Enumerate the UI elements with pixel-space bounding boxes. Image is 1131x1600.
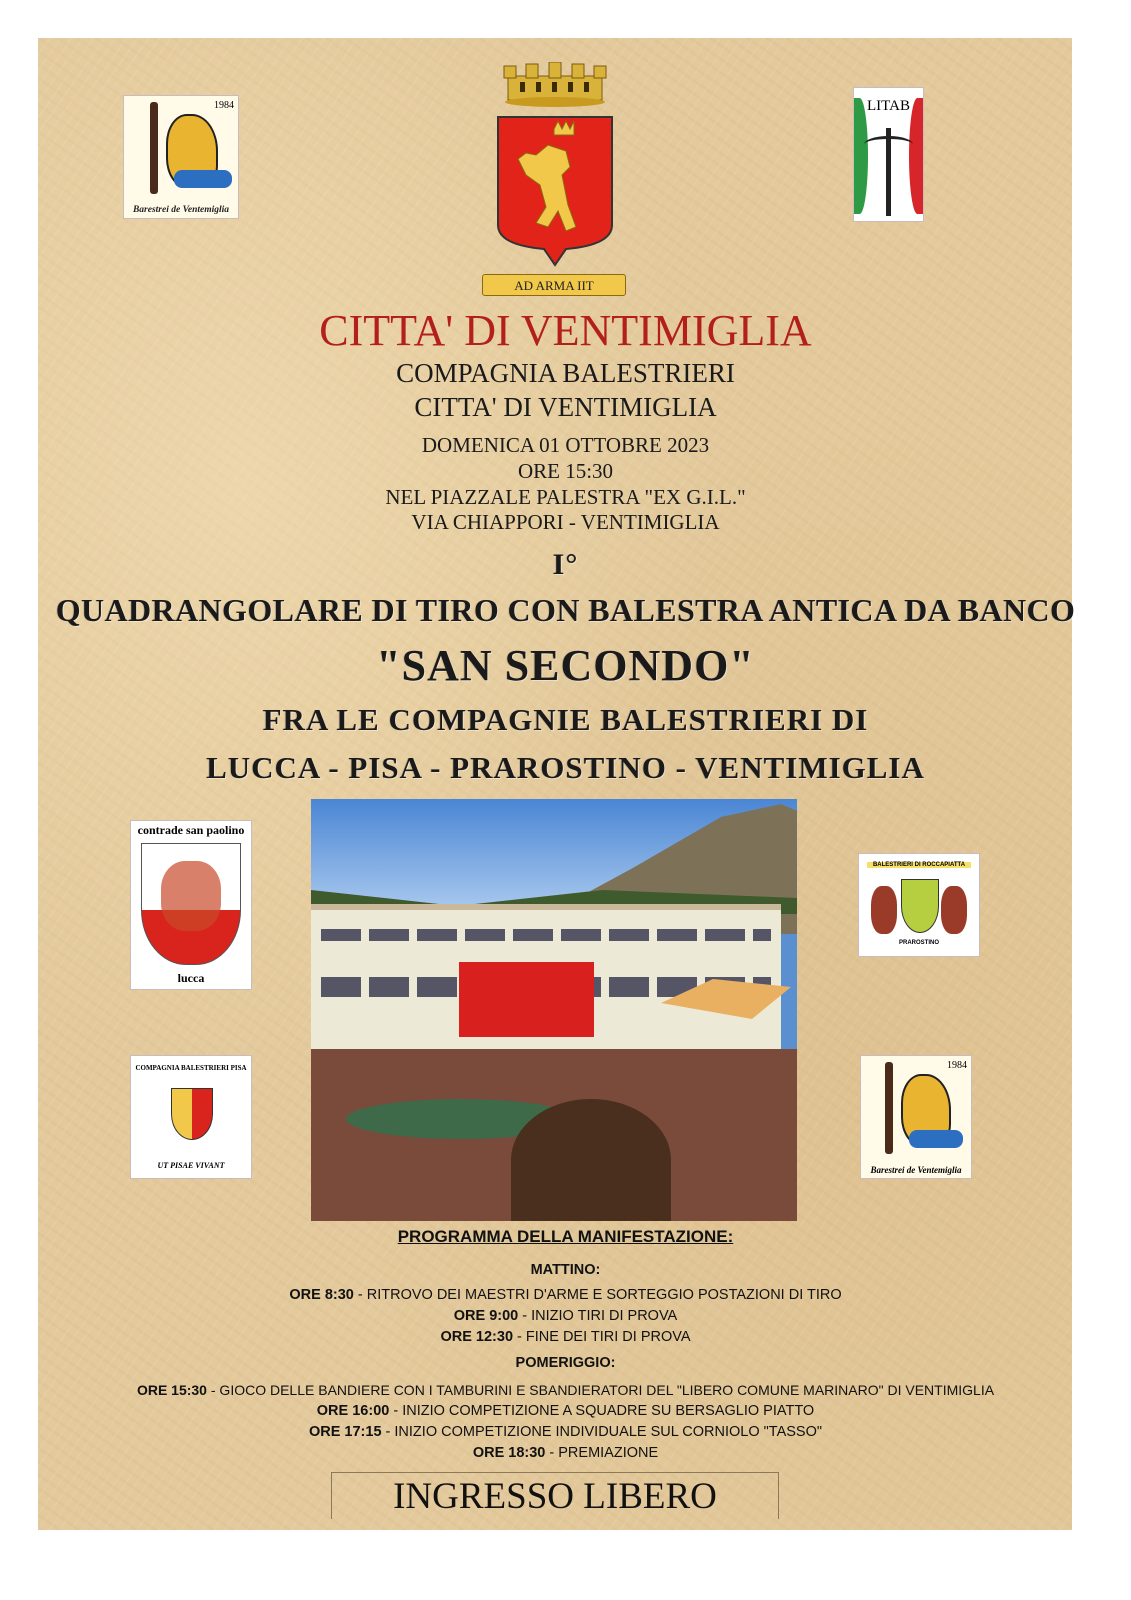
event-name: QUADRANGOLARE DI TIRO CON BALESTRA ANTICA DA BANCO [55,592,1076,628]
event-subtitle: "SAN SECONDO" [376,641,755,690]
free-entry-text: INGRESSO LIBERO [393,1476,717,1517]
pisa-logo-motto: UT PISAE VIVANT [157,1161,225,1170]
participants-line-1: FRA LE COMPAGNIE BALESTRIERI DI [262,702,869,737]
program-time: ORE 16:00 [316,1403,390,1419]
pisa-logo [130,1055,252,1179]
program-text: - GIOCO DELLE BANDIERE CON I TAMBURINI E SBANDIERATORI DEL "LIBERO COMUNE MARINARO" DI VENTIMIGLIA [206,1382,995,1398]
barestrei-ventemiglia-logo-small [860,1055,972,1179]
participants-line-2: LUCCA - PISA - PRAROSTINO - VENTIMIGLIA [206,750,925,785]
motto-text: AD ARMA IIT [514,278,594,293]
free-entry-box [331,1472,779,1519]
program-heading: PROGRAMMA DELLA MANIFESTAZIONE: [397,1227,734,1246]
afternoon-label: POMERIGGIO: [515,1355,616,1371]
program-time: ORE 9:00 [453,1308,519,1324]
organizer-line-1: COMPAGNIA BALESTRIERI [396,358,735,388]
roccapiatta-logo [858,853,980,957]
roccapiatta-top-text: BALESTRIERI DI ROCCAPIATTA [867,862,971,868]
program-item [0,1382,1131,1398]
program-time: ORE 12:30 [440,1329,514,1345]
program-time: ORE 15:30 [136,1382,207,1398]
edition-number: I° [552,548,579,581]
program-item [0,1424,1131,1440]
program-item [0,1403,1131,1419]
motto-ribbon [482,274,626,296]
litab-text: LITAB [867,98,910,114]
logo-year: 1984 [214,100,234,111]
program-text: - PREMIAZIONE [545,1445,659,1461]
event-venue: NEL PIAZZALE PALESTRA "EX G.I.L." [385,485,746,509]
program-time: ORE 17:15 [308,1424,382,1440]
event-photo [311,799,797,1221]
pisa-logo-text: COMPAGNIA BALESTRIERI PISA [135,1064,247,1072]
logo-caption: Barestrei de Ventemiglia [870,1165,962,1175]
lucca-logo [130,820,252,990]
program-time: ORE 8:30 [289,1287,354,1303]
lucca-logo-top-text: contrade san paolino [137,823,245,837]
program-text: - RITROVO DEI MAESTRI D'ARME E SORTEGGIO POSTAZIONI DI TIRO [353,1287,842,1303]
program-text: - INIZIO TIRI DI PROVA [518,1308,678,1324]
program-item [0,1308,1131,1324]
city-title: CITTA' DI VENTIMIGLIA [319,306,812,355]
logo-caption: Barestrei de Ventemiglia [132,205,230,215]
litab-logo [853,87,924,222]
morning-label: MATTINO: [530,1262,601,1278]
program-text: - INIZIO COMPETIZIONE A SQUADRE SU BERSAGLIO PIATTO [389,1403,815,1419]
program-item [0,1287,1131,1303]
program-time: ORE 18:30 [472,1445,546,1461]
event-address: VIA CHIAPPORI - VENTIMIGLIA [411,510,720,534]
city-shield-icon [496,115,614,267]
organizer-line-2: CITTA' DI VENTIMIGLIA [414,392,717,422]
roccapiatta-bottom-text: PRAROSTINO [898,940,939,946]
program-text: - INIZIO COMPETIZIONE INDIVIDUALE SUL CORNIOLO "TASSO" [381,1424,823,1440]
event-time: ORE 15:30 [517,459,614,483]
program-item [0,1445,1131,1461]
barestrei-ventemiglia-logo [123,95,239,219]
lucca-logo-bottom-text: lucca [177,971,205,985]
program-text: - FINE DEI TIRI DI PROVA [513,1329,691,1345]
logo-year: 1984 [947,1060,967,1071]
event-date: DOMENICA 01 OTTOBRE 2023 [421,433,710,457]
program-item [0,1329,1131,1345]
mural-crown-icon [500,62,610,108]
